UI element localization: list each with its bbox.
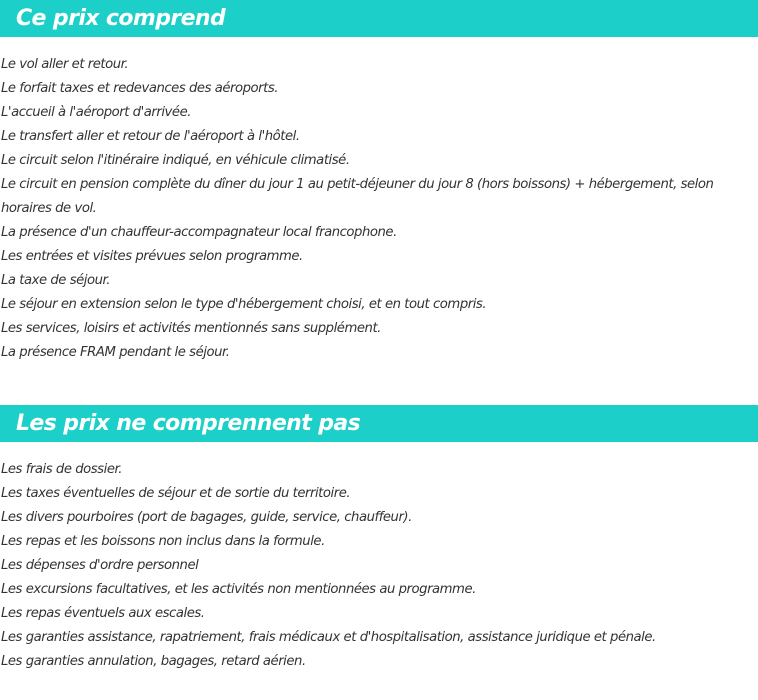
list-item: Le transfert aller et retour de l'aéroport à l'hôtel. (1, 129, 300, 144)
list-item: Les services, loisirs et activités mentionnés sans supplément. (1, 321, 381, 336)
list-item: La présence FRAM pendant le séjour. (1, 345, 230, 360)
list-item: Les repas éventuels aux escales. (1, 606, 205, 621)
list-item: Le forfait taxes et redevances des aéroports. (1, 81, 279, 96)
excluded-list (0, 458, 758, 674)
included-title: Ce prix comprend (0, 0, 758, 37)
list-item: Les taxes éventuelles de séjour et de sortie du territoire. (1, 486, 351, 501)
list-item: Les excursions facultatives, et les activités non mentionnées au programme. (1, 582, 476, 597)
excluded-title: Les prix ne comprennent pas (0, 405, 758, 442)
list-item: La taxe de séjour. (1, 273, 111, 288)
list-item: Les garanties annulation, bagages, retard aérien. (1, 654, 306, 669)
list-item: La présence d'un chauffeur-accompagnateur local francophone. (1, 225, 397, 240)
list-item: Les garanties assistance, rapatriement, frais médicaux et d'hospitalisation, assistance juridique et pénale. (1, 630, 656, 645)
list-item: Les entrées et visites prévues selon programme. (1, 249, 303, 264)
list-item: Les frais de dossier. (1, 462, 122, 477)
list-item: L'accueil à l'aéroport d'arrivée. (1, 105, 191, 120)
list-item: Le vol aller et retour. (1, 57, 129, 72)
list-item: Le circuit selon l'itinéraire indiqué, en véhicule climatisé. (1, 153, 350, 168)
list-item: Les dépenses d'ordre personnel (1, 558, 199, 573)
list-item: Les repas et les boissons non inclus dans la formule. (1, 534, 325, 549)
list-item: Les divers pourboires (port de bagages, guide, service, chauffeur). (1, 510, 412, 525)
excluded-section (0, 405, 758, 674)
list-item: Le circuit en pension complète du dîner du jour 1 au petit-déjeuner du jour 8 (hors boissons) + hébergement, selon horaires de vol. (1, 177, 714, 216)
list-item: Le séjour en extension selon le type d'hébergement choisi, et en tout compris. (1, 297, 487, 312)
included-list (0, 53, 758, 365)
